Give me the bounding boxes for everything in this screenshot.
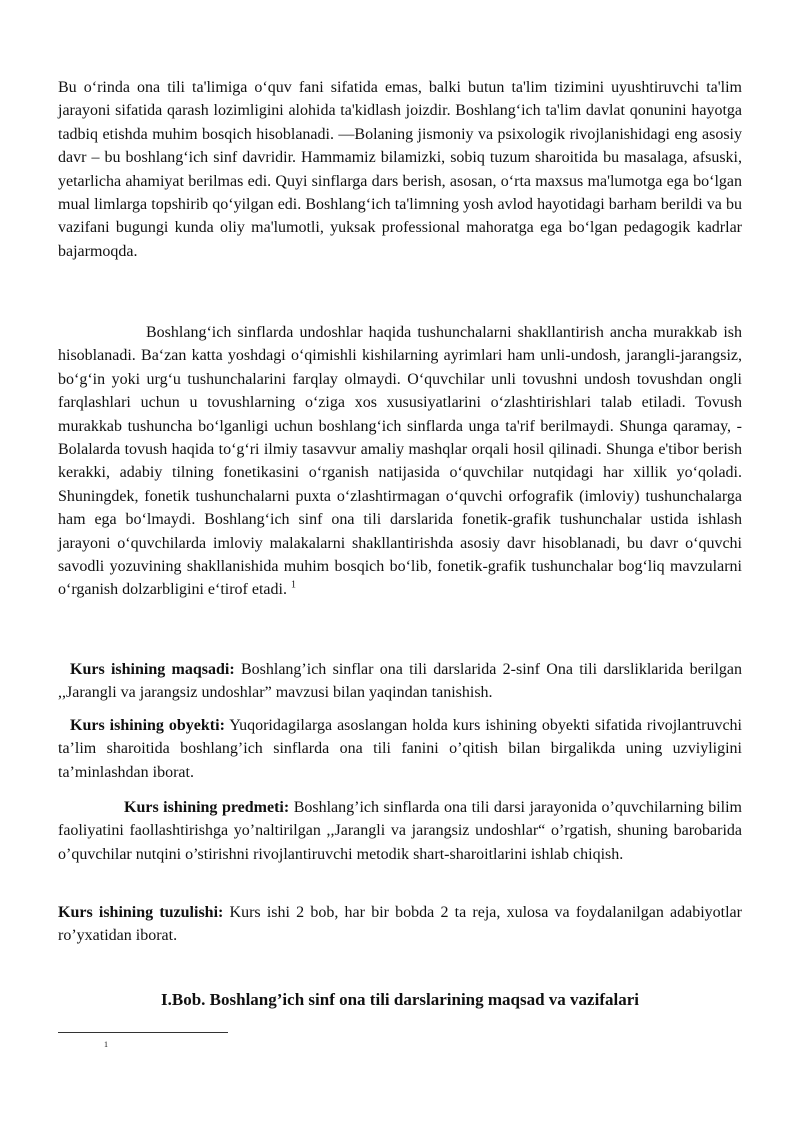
course-structure-text: Kurs ishi 2 bob, har bir bobda 2 ta reja, xulosa va foydalanilgan adabiyotlar ro’yxatidan iborat. [58,904,742,945]
footnote-reference[interactable]: 1 [290,580,296,592]
course-subject-text: Boshlang’ich sinflarda ona tili darsi jarayonida o’quvchilarning bilim faoliyatini faollashtirishga yo’naltirilgan ,,Jarangli va jarangsiz undoshlar“ o’rgatish, shuning barobarida o’quvchilar nutqini o’stirishni rivojlantiruvchi metodik shart-sharoitlarini ishlab chiqish. [58,799,743,863]
course-object-paragraph [58,714,742,784]
course-subject-paragraph [58,796,742,866]
course-structure-paragraph [58,901,742,948]
undoshlar-paragraph [58,321,742,602]
course-goal-label: Kurs ishining maqsadi: [70,661,235,678]
footnote-mark: 1 [104,1040,108,1049]
intro-paragraph: Bu o‘rinda ona tili ta'limiga o‘quv fani sifatida emas, balki butun ta'lim tizimini uyushtiruvchi ta'lim jarayoni sifatida qarash lozimligini alohida ta'kidlash joizdir. Boshlang‘ich ta'lim davlat qonunini hayotga tadbiq etishda muhim bosqich hisoblanadi. —Bolaning jismoniy va psixologik rivojlanishidagi eng asosiy davr – bu boshlang‘ich sinf davridir. Hammamiz bilamizki, sobiq tuzum sharoitida bu masalaga, afsuski, yetarlicha ahamiyat berilmas edi. Quyi sinflarga dars berish, asosan, o‘rta maxsus ma'lumotga ega bo‘lgan mual limlarga topshirib qo‘yilgan edi. Boshlang‘ich ta'limning yosh avlod hayotidagi barham berildi va bu vazifani bugungi kunda oliy ma'lumotli, yuksak professional mahoratga ega bo‘lgan pedagogik kadrlar bajarmoqda. [58,79,742,260]
course-goal-paragraph [58,658,742,705]
course-goal-text: Boshlang’ich sinflar ona tili darslarida 2-sinf Ona tili darsliklarida berilgan ,,Jarangli va jarangsiz undoshlar” mavzusi bilan yaqindan tanishish. [58,661,743,702]
chapter-heading: I.Bob. Boshlang’ich sinf ona tili darslarining maqsad va vazifalari [161,990,639,1009]
course-structure-label: Kurs ishining tuzulishi: [58,904,224,921]
course-object-text: Yuqoridagilarga asoslangan holda kurs ishining obyekti sifatida rivojlantruvchi ta’lim sharoitida boshlang’ich sinflarda ona tili fanini o’qitish bilan birgalikda uning uzviyligini ta’minlashdan iborat. [58,717,743,781]
footnote-divider [58,1032,228,1033]
course-object-label: Kurs ishining obyekti: [70,717,225,734]
undoshlar-paragraph-text: Boshlang‘ich sinflarda undoshlar haqida tushunchalarni shakllantirish ancha murakkab ish hisoblanadi. Ba‘zan katta yoshdagi o‘qimishli kishilarning ayrimlari ham unli-undosh, jarangli-jarangsiz, bo‘g‘in yoki urg‘u tushunchalarini farqlay olmaydi. O‘quvchilar unli tovushni undosh tovushdan ongli farqlashlari uchun u tovushlarning o‘ziga xos xususiyatlarini o‘zlashtirishlari talab etiladi. Tovush murakkab tushuncha bo‘lganligi uchun boshlang‘ich sinflarda unga ta'rif berilmaydi. Shunga qaramay, -Bolalarda tovush haqida to‘g‘ri ilmiy tasavvur amaliy mashqlar orqali hosil qilinadi. Shunga e'tibor berish kerakki, adabiy tilning fonetikasini o‘rganish natijasida o‘quvchilar nutqidagi har xillik yo‘qoladi. Shuningdek, fonetik tushunchalarni puxta o‘zlashtirmagan o‘quvchi orfografik (imloviy) tushunchalarga ham ega bo‘lmaydi. Boshlang‘ich sinf ona tili darslarida fonetik-grafik tushunchalar ustida ishlash jarayoni o‘quvchilarda imloviy malakalarni shakllantirishda asosiy davr hisoblanadi, bu davr o‘quvchi savodli yozuvining shakllanishida muhim bosqich bo‘lib, fonetik-grafik tushunchalar bog‘liq mavzularni o‘rganish dolzarbligini e‘tirof etadi. [58,324,742,599]
course-subject-label: Kurs ishining predmeti: [124,799,290,816]
